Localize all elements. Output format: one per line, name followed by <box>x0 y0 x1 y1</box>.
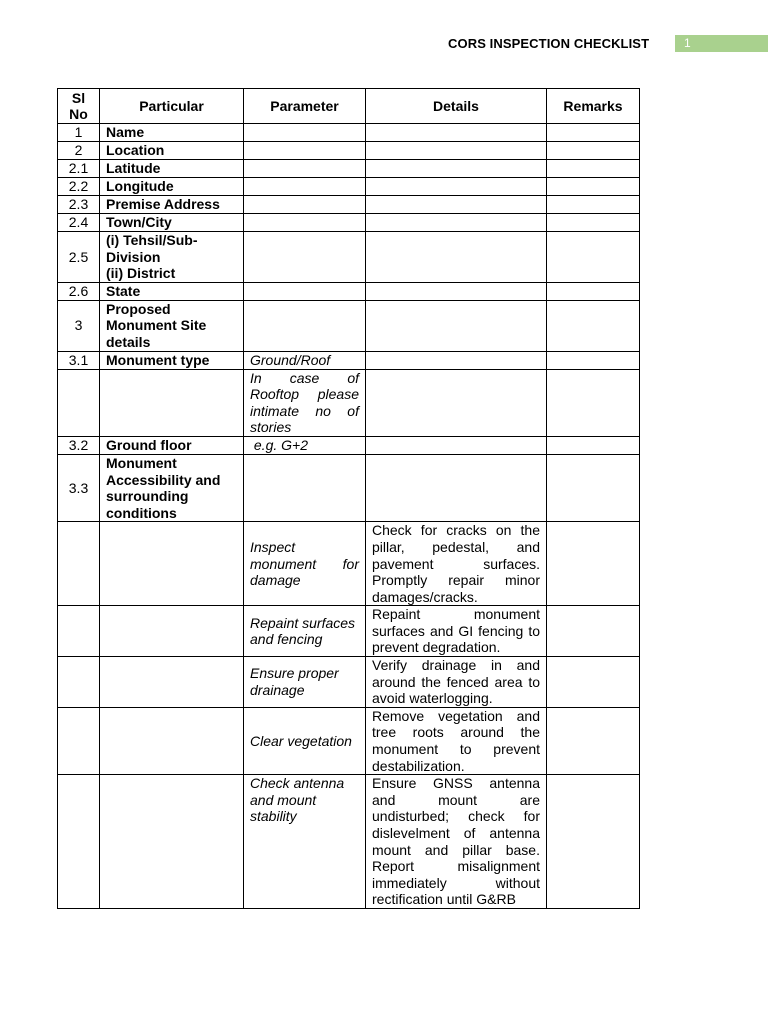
details-cell[interactable]: Repaint monument surfaces and GI fencing to prevent degradation. <box>366 606 547 657</box>
particular-cell: Longitude <box>100 178 244 196</box>
sl-no-cell: 3 <box>58 300 100 351</box>
remarks-cell[interactable] <box>547 160 640 178</box>
particular-cell: Location <box>100 142 244 160</box>
details-cell[interactable] <box>366 369 547 436</box>
sl-no-cell <box>58 707 100 774</box>
sl-no-cell: 2.4 <box>58 214 100 232</box>
parameter-cell[interactable] <box>244 196 366 214</box>
particular-cell: Monument type <box>100 351 244 369</box>
sl-no-cell <box>58 606 100 657</box>
details-cell[interactable] <box>366 124 547 142</box>
particular-tehsil-district-text: (i) Tehsil/Sub-Division (ii) District <box>106 232 198 282</box>
details-cell[interactable] <box>366 142 547 160</box>
parameter-cell[interactable]: Clear vegetation <box>244 707 366 774</box>
parameter-cell[interactable] <box>244 214 366 232</box>
column-header-particular: Particular <box>100 89 244 124</box>
remarks-cell[interactable] <box>547 657 640 708</box>
table-row <box>58 606 640 657</box>
parameter-cell[interactable] <box>244 178 366 196</box>
table-row <box>58 124 640 142</box>
sl-no-cell: 2.5 <box>58 232 100 283</box>
parameter-cell[interactable]: Check antenna and mount stability <box>244 775 366 909</box>
column-header-parameter: Parameter <box>244 89 366 124</box>
details-cell[interactable]: Ensure GNSS antenna and mount are undisturbed; check for dislevelment of antenna mount and pillar base. Report misalignment immediately without rectification until G&RB <box>366 775 547 909</box>
parameter-cell[interactable]: Ground/Roof <box>244 351 366 369</box>
particular-cell <box>100 522 244 606</box>
parameter-cell[interactable] <box>244 300 366 351</box>
particular-cell <box>100 707 244 774</box>
particular-cell <box>100 232 244 283</box>
page-number-badge: 1 <box>675 35 768 52</box>
table-row <box>58 300 640 351</box>
sl-no-cell: 1 <box>58 124 100 142</box>
table-row <box>58 351 640 369</box>
particular-cell <box>100 606 244 657</box>
table-row <box>58 214 640 232</box>
parameter-cell[interactable]: e.g. G+2 <box>244 436 366 454</box>
details-cell[interactable] <box>366 178 547 196</box>
particular-cell: Town/City <box>100 214 244 232</box>
particular-cell: Monument Accessibility and surrounding conditions <box>100 454 244 521</box>
remarks-cell[interactable] <box>547 522 640 606</box>
parameter-cell[interactable]: Repaint surfaces and fencing <box>244 606 366 657</box>
column-header-sl-no: Sl No <box>58 89 100 124</box>
document-header-title: CORS INSPECTION CHECKLIST <box>448 36 650 51</box>
remarks-cell[interactable] <box>547 707 640 774</box>
details-cell[interactable] <box>366 454 547 521</box>
remarks-cell[interactable] <box>547 606 640 657</box>
details-cell[interactable] <box>366 300 547 351</box>
details-cell[interactable]: Remove vegetation and tree roots around the monument to prevent destabilization. <box>366 707 547 774</box>
remarks-cell[interactable] <box>547 436 640 454</box>
table-row <box>58 522 640 606</box>
particular-cell: Proposed Monument Site details <box>100 300 244 351</box>
details-cell[interactable] <box>366 196 547 214</box>
remarks-cell[interactable] <box>547 300 640 351</box>
table-row <box>58 369 640 436</box>
parameter-cell[interactable]: Inspect monument for damage <box>244 522 366 606</box>
parameter-cell[interactable] <box>244 124 366 142</box>
sl-no-cell: 2.2 <box>58 178 100 196</box>
parameter-cell[interactable] <box>244 160 366 178</box>
remarks-cell[interactable] <box>547 124 640 142</box>
sl-no-cell: 3.1 <box>58 351 100 369</box>
particular-cell: Latitude <box>100 160 244 178</box>
remarks-cell[interactable] <box>547 178 640 196</box>
remarks-cell[interactable] <box>547 282 640 300</box>
details-cell[interactable]: Check for cracks on the pillar, pedestal, and pavement surfaces. Promptly repair minor damages/cracks. <box>366 522 547 606</box>
details-cell[interactable] <box>366 214 547 232</box>
parameter-cell[interactable]: In case of Rooftop please intimate no of stories <box>244 369 366 436</box>
remarks-cell[interactable] <box>547 775 640 909</box>
sl-no-cell <box>58 369 100 436</box>
table-row <box>58 196 640 214</box>
table-row <box>58 454 640 521</box>
parameter-cell[interactable]: Ensure proper drainage <box>244 657 366 708</box>
parameter-cell[interactable] <box>244 282 366 300</box>
remarks-cell[interactable] <box>547 454 640 521</box>
particular-cell: Name <box>100 124 244 142</box>
particular-cell: Ground floor <box>100 436 244 454</box>
sl-no-cell <box>58 657 100 708</box>
column-header-details: Details <box>366 89 547 124</box>
table-row <box>58 178 640 196</box>
sl-no-cell <box>58 522 100 606</box>
table-row <box>58 775 640 909</box>
sl-no-cell <box>58 775 100 909</box>
sl-no-cell: 3.3 <box>58 454 100 521</box>
sl-no-cell: 3.2 <box>58 436 100 454</box>
particular-cell <box>100 657 244 708</box>
table-row <box>58 436 640 454</box>
parameter-cell[interactable] <box>244 454 366 521</box>
remarks-cell[interactable] <box>547 232 640 283</box>
particular-cell: State <box>100 282 244 300</box>
details-cell[interactable] <box>366 282 547 300</box>
table-row <box>58 657 640 708</box>
table-row <box>58 282 640 300</box>
table-header-row <box>58 89 640 124</box>
table-row <box>58 707 640 774</box>
remarks-cell[interactable] <box>547 142 640 160</box>
details-cell[interactable] <box>366 160 547 178</box>
sl-no-cell: 2 <box>58 142 100 160</box>
sl-no-cell: 2.3 <box>58 196 100 214</box>
column-header-remarks: Remarks <box>547 89 640 124</box>
particular-cell <box>100 775 244 909</box>
table-row <box>58 232 640 283</box>
particular-cell <box>100 369 244 436</box>
parameter-cell[interactable] <box>244 232 366 283</box>
details-cell[interactable] <box>366 232 547 283</box>
remarks-cell[interactable] <box>547 369 640 436</box>
details-cell[interactable] <box>366 436 547 454</box>
parameter-cell[interactable] <box>244 142 366 160</box>
sl-no-cell: 2.6 <box>58 282 100 300</box>
table-row <box>58 160 640 178</box>
remarks-cell[interactable] <box>547 214 640 232</box>
inspection-checklist-table <box>57 88 640 909</box>
details-cell[interactable]: Verify drainage in and around the fenced area to avoid waterlogging. <box>366 657 547 708</box>
details-cell[interactable] <box>366 351 547 369</box>
remarks-cell[interactable] <box>547 196 640 214</box>
table-row <box>58 142 640 160</box>
sl-no-cell: 2.1 <box>58 160 100 178</box>
particular-cell: Premise Address <box>100 196 244 214</box>
remarks-cell[interactable] <box>547 351 640 369</box>
